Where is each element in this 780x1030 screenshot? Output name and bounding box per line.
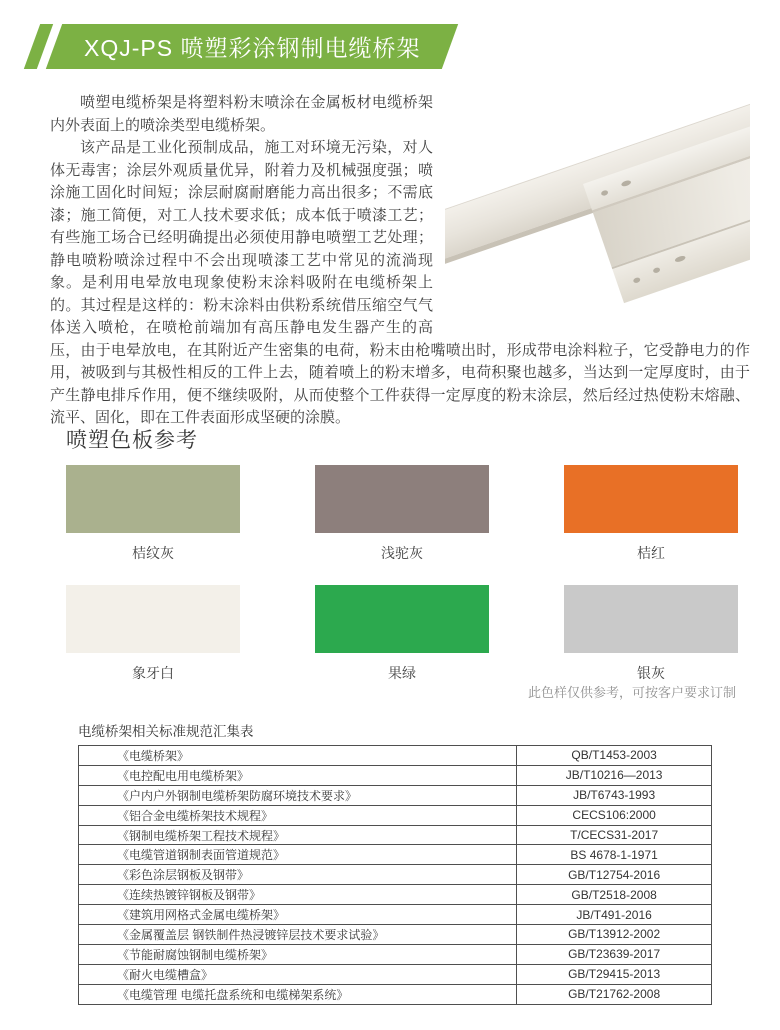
standard-name-cell: 《电缆管理 电缆托盘系统和电缆梯架系统》: [79, 984, 517, 1004]
tray-hole-icon: [674, 255, 686, 263]
standard-name-cell: 《电控配电用电缆桥架》: [79, 765, 517, 785]
tray-hole-icon: [600, 189, 608, 196]
intro-paragraph-1: 喷塑电缆桥架是将塑料粉末喷涂在金属板材电缆桥架内外表面上的喷涂类型电缆桥架。: [50, 94, 433, 134]
swatch-item: [66, 585, 240, 683]
standard-code-cell: GB/T13912-2002: [517, 925, 712, 945]
standard-name-cell: 《节能耐腐蚀钢制电缆桥架》: [79, 944, 517, 964]
table-row: [79, 885, 712, 905]
swatch-color-block: [564, 465, 738, 533]
swatch-item: [564, 585, 738, 683]
table-row: [79, 865, 712, 885]
table-row: [79, 746, 712, 766]
standard-code-cell: GB/T12754-2016: [517, 865, 712, 885]
swatch-label: 银灰: [637, 665, 665, 681]
standard-name-cell: 《彩色涂层钢板及钢带》: [79, 865, 517, 885]
swatch-label: 桔纹灰: [132, 545, 174, 561]
standard-code-cell: GB/T23639-2017: [517, 944, 712, 964]
standard-name-cell: 《电缆管道钢制表面管道规范》: [79, 845, 517, 865]
standard-code-cell: JB/T491-2016: [517, 905, 712, 925]
table-row: [79, 845, 712, 865]
tray-hole-icon: [633, 277, 641, 284]
tray-hole-icon: [652, 267, 660, 274]
product-photo: [445, 92, 750, 337]
swatch-grid: [66, 465, 738, 683]
standard-code-cell: GB/T29415-2013: [517, 964, 712, 984]
standard-code-cell: GB/T2518-2008: [517, 885, 712, 905]
table-row: [79, 805, 712, 825]
swatch-label: 象牙白: [132, 665, 174, 681]
standards-table: [78, 745, 712, 1005]
table-row: [79, 944, 712, 964]
standard-code-cell: JB/T6743-1993: [517, 785, 712, 805]
standard-name-cell: 《金属覆盖层 钢铁制件热浸镀锌层技术要求试验》: [79, 925, 517, 945]
standard-code-cell: QB/T1453-2003: [517, 746, 712, 766]
standard-code-cell: JB/T10216—2013: [517, 765, 712, 785]
swatch-color-block: [564, 585, 738, 653]
standard-code-cell: GB/T21762-2008: [517, 984, 712, 1004]
title-banner: [32, 24, 450, 69]
swatch-label: 桔红: [637, 545, 665, 561]
swatch-label: 果绿: [388, 665, 416, 681]
standard-name-cell: 《电缆桥架》: [79, 746, 517, 766]
tray-hole-icon: [621, 179, 632, 187]
swatch-color-block: [315, 585, 489, 653]
table-row: [79, 765, 712, 785]
swatch-item: [315, 585, 489, 683]
swatch-label: 浅驼灰: [381, 545, 423, 561]
standard-code-cell: CECS106:2000: [517, 805, 712, 825]
color-note: 此色样仅供参考，可按客户要求订制: [527, 685, 736, 700]
table-row: [79, 984, 712, 1004]
standard-name-cell: 《钢制电缆桥架工程技术规程》: [79, 825, 517, 845]
standard-code-cell: BS 4678-1-1971: [517, 845, 712, 865]
swatch-color-block: [66, 585, 240, 653]
banner-plate: [46, 24, 459, 69]
swatch-item: [66, 465, 240, 563]
intro-paragraph-2: 该产品是工业化预制成品，施工对环境无污染，对人体无毒害；涂层外观质量优异，附着力及机械强度强；喷涂施工固化时间短；涂层耐腐耐磨能力高出很多；不需底漆；施工简便，对工人技术要求低；成本低于喷漆工艺；有些施工场合已经明确提出必须使用静电喷塑工艺处理；静电喷粉喷涂过程中不会出现喷漆工艺中常见的流淌现象。是利用电晕放电现象使粉末涂料吸附在电缆桥架上的。其过程是这样的：粉末涂料由供粉系统借压缩空气气体送入喷枪，在喷枪前端加有高压静电发生器产生的高压，由于电晕放电，在其附近产生密集的电荷，粉末由枪嘴喷出时，形成带电涂料粒子，它受静电力的作用，被吸到与其极性相反的工件上去，随着喷上的粉末增多，电荷积聚也越多，当达到一定厚度时，由于产生静电排斥作用，便不继续吸附，从而使整个工件获得一定厚度的粉末涂层，然后经过热使粉末熔融、流平、固化，即在工件表面形成坚硬的涂膜。: [50, 139, 750, 426]
swatch-item: [564, 465, 738, 563]
table-row: [79, 905, 712, 925]
table-row: [79, 925, 712, 945]
table-row: [79, 825, 712, 845]
table-row: [79, 785, 712, 805]
standard-name-cell: 《建筑用网格式金属电缆桥架》: [79, 905, 517, 925]
page-title: XQJ-PS 喷塑彩涂钢制电缆桥架: [84, 35, 421, 61]
standards-table-title: 电缆桥架相关标准规范汇集表: [78, 724, 254, 739]
swatch-item: [315, 465, 489, 563]
swatch-color-block: [315, 465, 489, 533]
intro-section: [50, 92, 750, 430]
color-section-title: 喷塑色板参考: [66, 429, 198, 452]
standard-name-cell: 《连续热镀锌钢板及钢带》: [79, 885, 517, 905]
standard-code-cell: T/CECS31-2017: [517, 825, 712, 845]
swatch-color-block: [66, 465, 240, 533]
standard-name-cell: 《户内户外钢制电缆桥架防腐环境技术要求》: [79, 785, 517, 805]
standard-name-cell: 《铝合金电缆桥架技术规程》: [79, 805, 517, 825]
table-row: [79, 964, 712, 984]
standard-name-cell: 《耐火电缆槽盒》: [79, 964, 517, 984]
